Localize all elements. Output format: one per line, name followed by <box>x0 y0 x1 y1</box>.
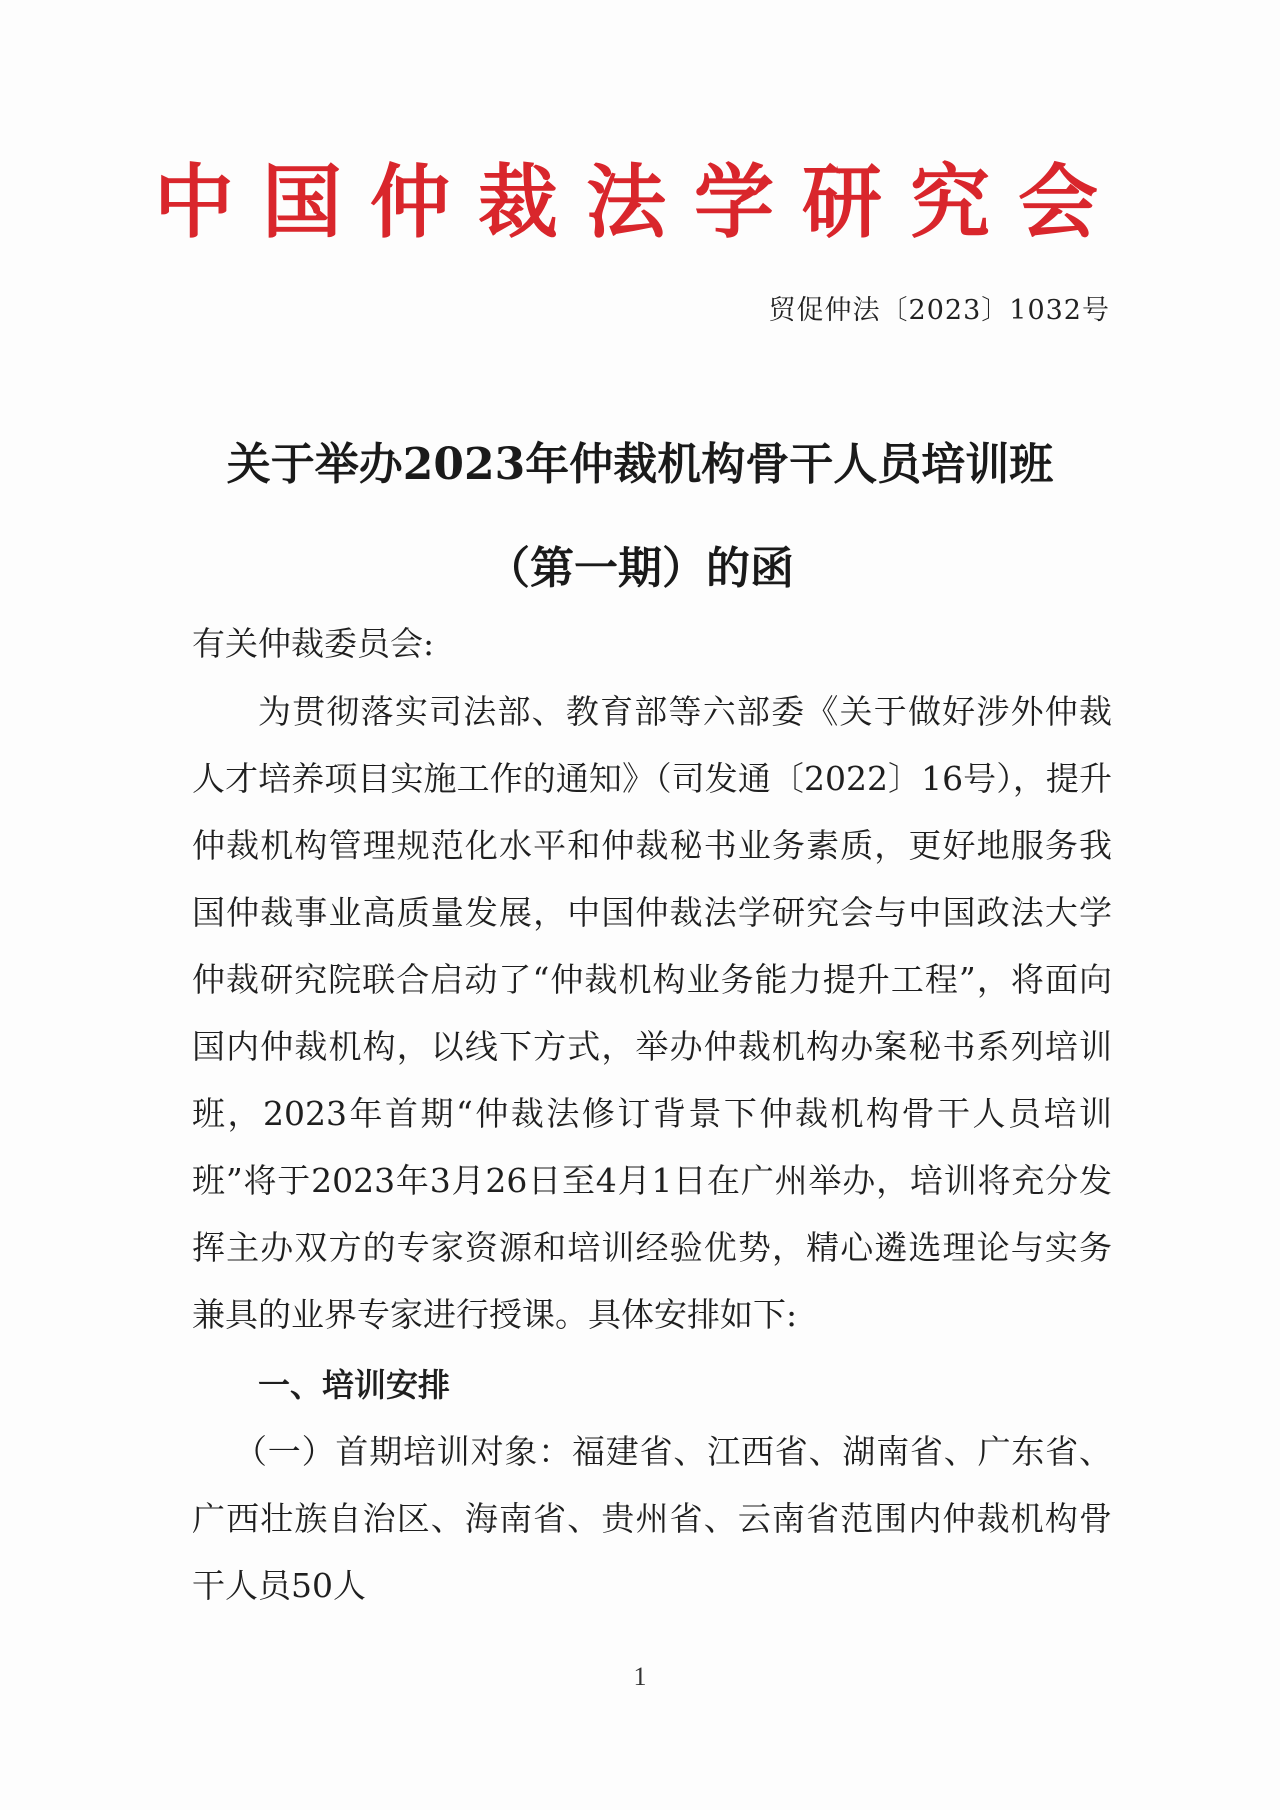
body-paragraph-2: （一）首期培训对象：福建省、江西省、湖南省、广东省、广西壮族自治区、海南省、贵州省、云南省范围内仲裁机构骨干人员50人 <box>192 1432 1112 1605</box>
document-title-line-1: 关于举办2023年仲裁机构骨干人员培训班 <box>226 439 1054 490</box>
body-paragraph-1: 为贯彻落实司法部、教育部等六部委《关于做好涉外仲裁人才培养项目实施工作的通知》（司发通〔2022〕16号），提升仲裁机构管理规范化水平和仲裁秘书业务素质，更好地服务我国仲裁事业高质量发展，中国仲裁法学研究会与中国政法大学仲裁研究院联合启动了“仲裁机构业务能力提升工程”，将面向国内仲裁机构，以线下方式，举办仲裁机构办案秘书系列培训班，2023年首期“仲裁法修订背景下仲裁机构骨干人员培训班”将于2023年3月26日至4月1日在广州举办，培训将充分发挥主办双方的专家资源和培训经验优势，精心遴选理论与实务兼具的业界专家进行授课。具体安排如下: <box>192 692 1112 1334</box>
document-title-line-2: （第一期）的函 <box>486 543 794 594</box>
page-number: 1 <box>633 1662 647 1691</box>
organization-letterhead: 中国仲裁法学研究会 <box>154 155 1126 249</box>
document-number: 贸促仲法〔2023〕1032号 <box>768 295 1110 326</box>
salutation: 有关仲裁委员会: <box>192 624 435 663</box>
section-heading-training-arrangement: 一、培训安排 <box>258 1366 451 1404</box>
